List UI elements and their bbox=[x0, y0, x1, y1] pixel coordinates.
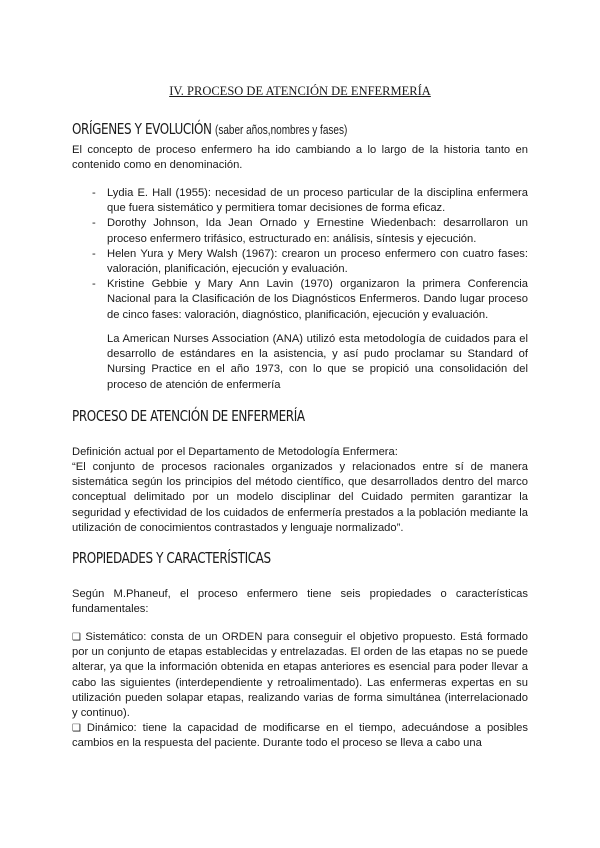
origins-intro: El concepto de proceso enfermero ha ido cambiando a lo largo de la historia tanto en contenido como en denominación. bbox=[72, 144, 528, 172]
definition-label: Definición actual por el Departamento de Metodología Enfermera: bbox=[72, 446, 398, 458]
property-systematic-text: Sistemático: consta de un ORDEN para conseguir el objetivo propuesto. Está formado por un conjunto de etapas establecidas y entrelazadas. El orden de las etapas no se puede alterar, ya que la información obtenida en etapas anteriores es esencial para poder llevar a cabo las siguientes (interdependiente y retroalimentado). Las enfermeras expertas en su utilización pueden solapar etapas, realizando varias de forma simultánea (interrelacionado y continuo). bbox=[72, 631, 528, 720]
section-heading-properties: PROPIEDADES Y CARACTERÍSTICAS bbox=[72, 549, 271, 567]
section-heading-pae: PROCESO DE ATENCIÓN DE ENFERMERÍA bbox=[72, 407, 305, 425]
definition-quote: “El conjunto de procesos racionales organizados y relacionados entre sí de manera sistemática según los principios del método científico, que desarrollados dentro del marco conceptual delimitado por un modelo disciplinar del Cuidado permiten garantizar la seguridad y efectividad de los cuidados de enfermería prestados a la población mediante la utilización de conocimientos contrastados y lenguaje normalizado”. bbox=[72, 461, 528, 534]
list-item: - Lydia E. Hall (1955): necesidad de un proceso particular de la disciplina enfermera que fuera sistemático y permitiera tomar decisiones de forma eficaz. bbox=[92, 186, 528, 216]
checkbox-bullet-icon: ❑ bbox=[72, 723, 81, 734]
property-dynamic-text: Dinámico: tiene la capacidad de modificarse en el tiempo, adecuándose a posibles cambios en la respuesta del paciente. Durante todo el proceso se lleva a cabo una bbox=[72, 722, 528, 750]
section-heading-origins-text: ORÍGENES Y EVOLUCIÓN bbox=[72, 120, 212, 138]
section-heading-note: (saber años,nombres y fases) bbox=[215, 123, 348, 137]
list-item: - Kristine Gebbie y Mary Ann Lavin (1970) organizaron la primera Conferencia Nacional para la Clasificación de los Diagnósticos Enfermeros. Dando lugar proceso de cinco fases: valoración, diagnóstico, planificación, ejecución y evaluación. bbox=[92, 277, 528, 323]
section-heading-origins bbox=[72, 120, 347, 138]
authors-list bbox=[92, 186, 528, 323]
property-dynamic bbox=[72, 721, 528, 751]
ana-paragraph: La American Nurses Association (ANA) utilizó esta metodología de cuidados para el desarrollo de estándares en la asistencia, y así pudo proclamar su Standard of Nursing Practice en el año 1973, con lo que se propició una consolidación del proceso de atención de enfermería bbox=[107, 333, 528, 391]
checkbox-bullet-icon: ❑ bbox=[72, 632, 81, 643]
property-systematic bbox=[72, 630, 528, 721]
list-item: - Dorothy Johnson, Ida Jean Ornado y Ernestine Wiedenbach: desarrollaron un proceso enfermero trifásico, estructurado en: análisis, síntesis y ejecución. bbox=[92, 216, 528, 246]
properties-intro: Según M.Phaneuf, el proceso enfermero tiene seis propiedades o características fundamentales: bbox=[72, 588, 528, 616]
document-title: IV. PROCESO DE ATENCIÓN DE ENFERMERÍA bbox=[169, 84, 431, 98]
list-item: - Helen Yura y Mery Walsh (1967): crearon un proceso enfermero con cuatro fases: valoración, planificación, ejecución y evaluación. bbox=[92, 247, 528, 277]
